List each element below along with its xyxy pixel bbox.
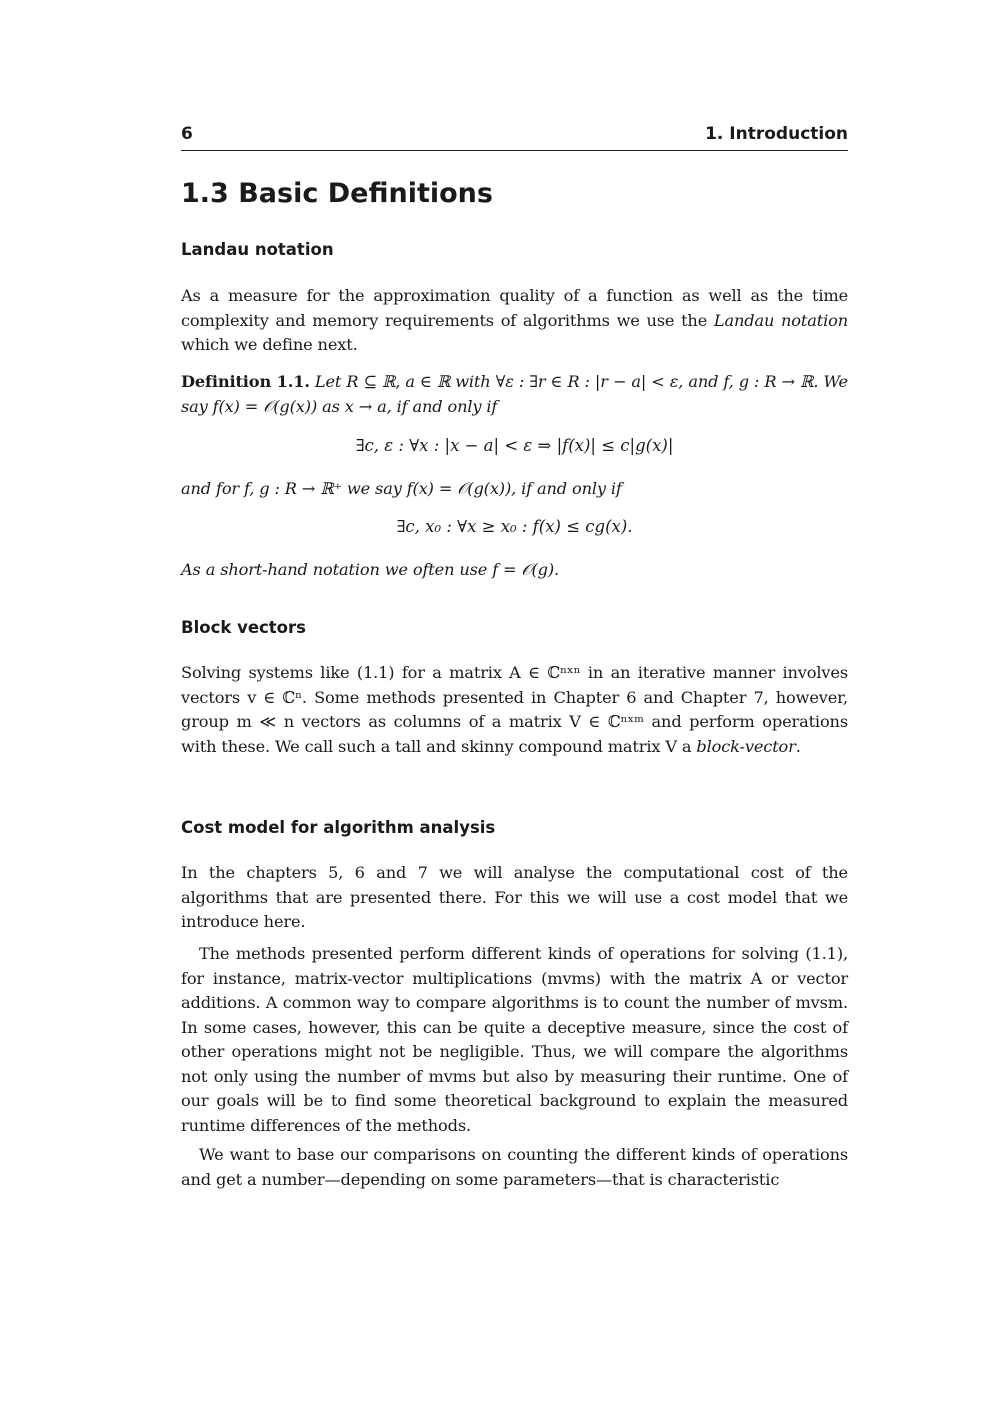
formula-1: ∃c, ε : ∀x : |x − a| < ε ⇒ |f(x)| ≤ c|g(x)| <box>355 436 674 455</box>
cost-model-para-1: In the chapters 5, 6 and 7 we will analyse the computational cost of the algorithms that are presented there. For this we will use a cost model that we introduce here. <box>181 863 848 931</box>
landau-intro-emph: Landau notation <box>713 310 848 330</box>
block-vectors-tail: . <box>795 736 801 756</box>
definition-text: Let R ⊆ ℝ, a ∈ ℝ with ∀ε : ∃r ∈ R : |r − a| < ε, and f, g : R → ℝ. We say f(x) = 𝒪(g(x)) as x → a, if and only if <box>181 372 848 416</box>
definition-label: Definition 1.1. <box>181 372 310 391</box>
landau-intro-text: As a measure for the approximation quality of a function as well as the time complexity and memory requirements of algorithms we use the <box>181 286 848 330</box>
block-vectors-heading: Block vectors <box>181 618 306 637</box>
block-vector-term: block-vector <box>696 736 796 756</box>
cost-model-heading: Cost model for algorithm analysis <box>181 818 496 837</box>
definition-mid: and for f, g : R → ℝ⁺ we say f(x) = 𝒪(g(x)), if and only if <box>181 479 622 498</box>
chapter-title: 1. Introduction <box>705 124 848 144</box>
landau-heading: Landau notation <box>181 240 334 259</box>
definition-1-1 <box>181 370 848 419</box>
block-vectors-text <box>181 661 848 759</box>
page-number: 6 <box>181 124 193 144</box>
landau-intro <box>181 284 848 358</box>
formula-2: ∃c, x₀ : ∀x ≥ x₀ : f(x) ≤ cg(x). <box>396 517 633 536</box>
block-vectors-body: Solving systems like (1.1) for a matrix A ∈ ℂⁿˣⁿ in an iterative manner involves vectors v ∈ ℂⁿ. Some methods presented in Chapter 6 and Chapter 7, however, group m ≪ n vectors as columns of a matrix V ∈ ℂⁿˣᵐ and perform operations with these. We call such a tall and skinny compound matrix V a <box>181 663 848 756</box>
section-title: 1.3 Basic Definitions <box>181 178 493 209</box>
cost-model-para-2: The methods presented perform different kinds of operations for solving (1.1), for instance, matrix-vector multiplications (mvms) with the matrix A or vector additions. A common way to compare algorithms is to count the number of mvsm. In some cases, however, this can be quite a deceptive measure, since the cost of other operations might not be negligible. Thus, we will compare the algorithms not only using the number of mvms but also by measuring their runtime. One of our goals will be to find some theoretical background to explain the measured runtime differences of the methods. <box>181 944 848 1135</box>
landau-intro-tail: which we define next. <box>181 335 358 354</box>
cost-model-para-3: We want to base our comparisons on counting the different kinds of operations and get a number—depending on some parameters—that is characteristic <box>181 1145 848 1189</box>
definition-end: As a short-hand notation we often use f = 𝒪(g). <box>181 560 560 579</box>
running-header <box>181 124 848 151</box>
